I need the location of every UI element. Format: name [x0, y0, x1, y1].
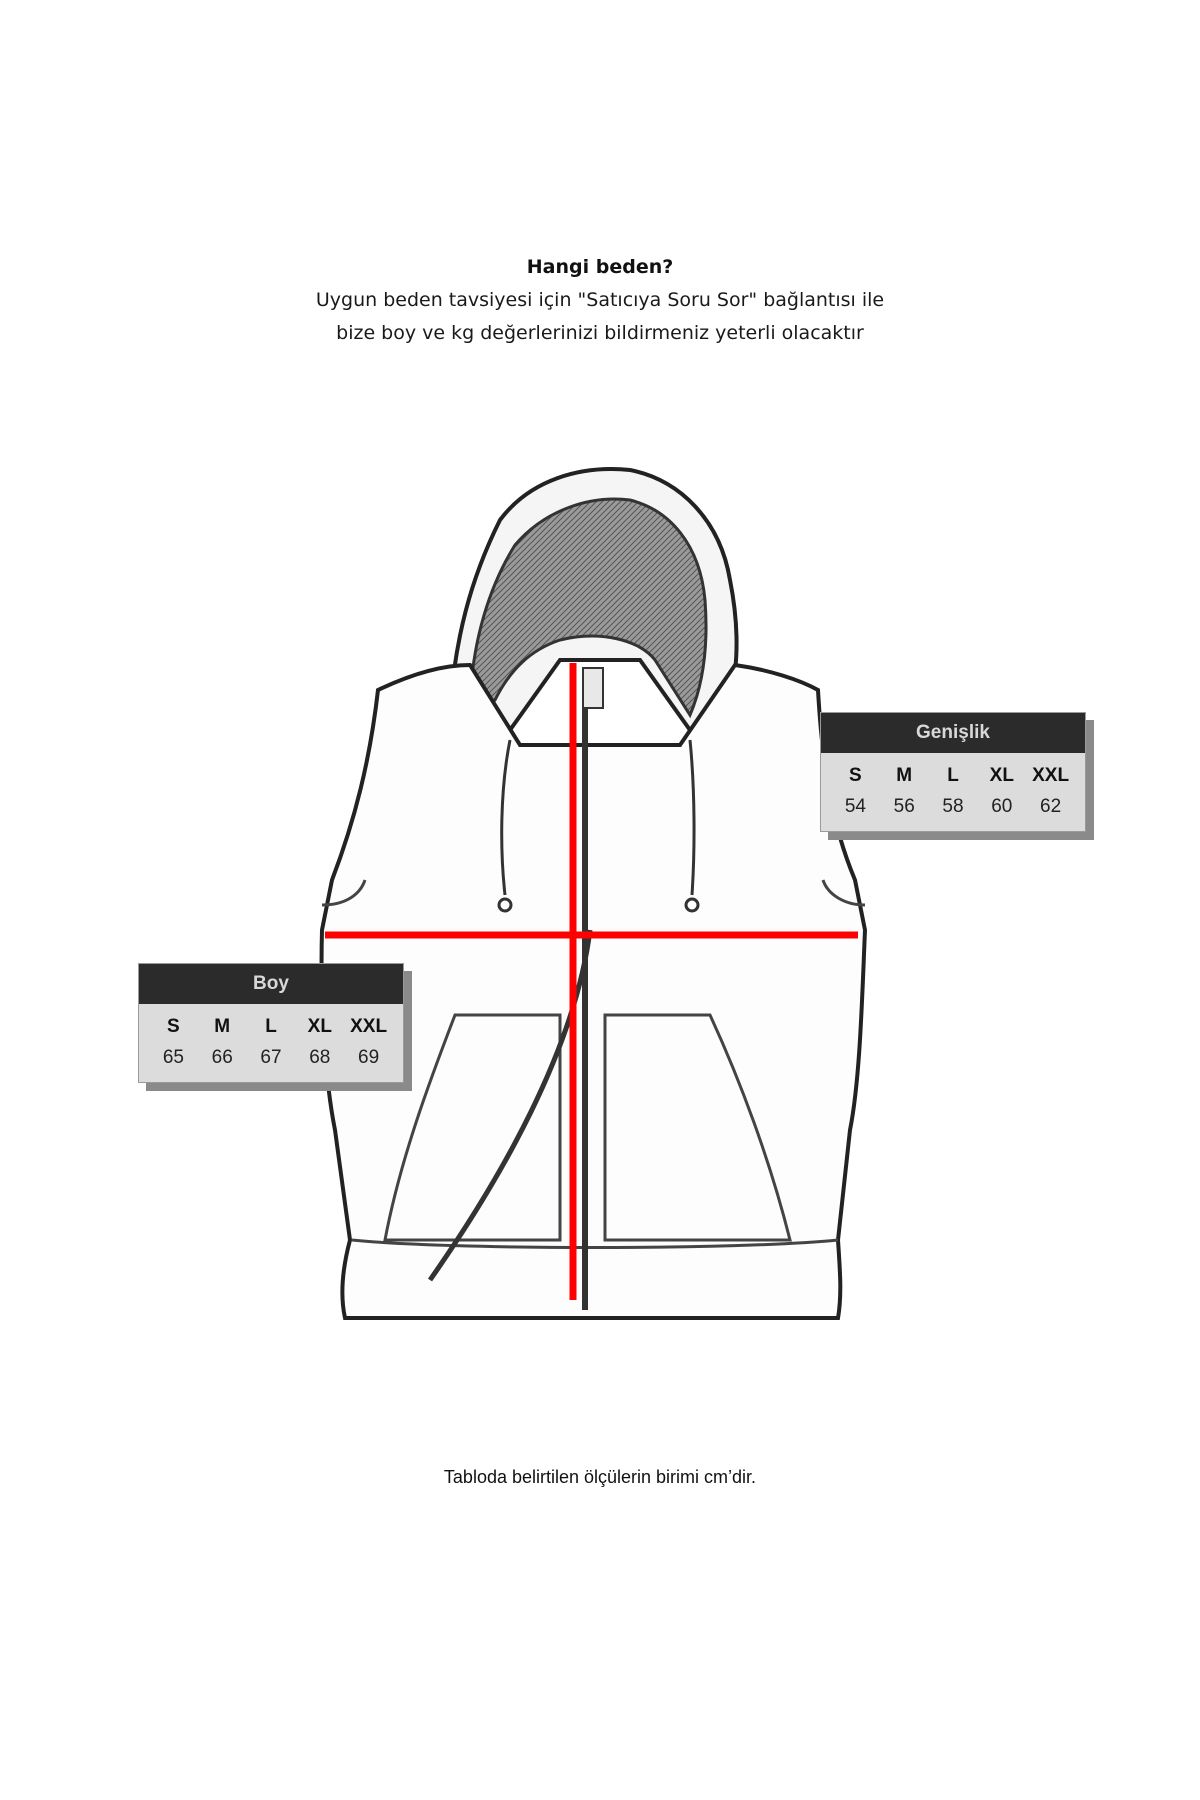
size-label: L — [947, 765, 959, 786]
width-size-table — [820, 712, 1086, 832]
size-value: 67 — [260, 1047, 282, 1068]
size-label: XL — [307, 1016, 332, 1037]
size-value: 68 — [309, 1047, 331, 1068]
size-value: 54 — [844, 796, 866, 817]
table-title: Boy — [139, 964, 403, 1004]
size-advice-line-1: Uygun beden tavsiyesi için "Satıcıya Soru Sor" bağlantısı ile — [315, 289, 885, 311]
size-advice-line-2: bize boy ve kg değerlerinizi bildirmeniz yeterli olacaktır — [336, 322, 864, 344]
table-title: Genişlik — [821, 713, 1085, 753]
size-label: S — [167, 1016, 180, 1037]
size-value: 58 — [942, 796, 964, 817]
page-title: Hangi beden? — [526, 256, 674, 278]
size-value: 65 — [162, 1047, 184, 1068]
size-label: S — [849, 765, 862, 786]
length-size-table — [138, 963, 404, 1083]
size-label: M — [214, 1016, 231, 1037]
size-label: M — [896, 765, 913, 786]
size-label: L — [265, 1016, 277, 1037]
size-label: XXL — [350, 1016, 388, 1037]
size-value: 60 — [991, 796, 1013, 817]
unit-note: Tabloda belirtilen ölçülerin birimi cm’dir. — [443, 1467, 757, 1487]
size-label: XL — [989, 765, 1014, 786]
size-label: XXL — [1032, 765, 1070, 786]
size-value: 66 — [211, 1047, 233, 1068]
size-value: 69 — [358, 1047, 380, 1068]
size-value: 56 — [893, 796, 915, 817]
size-value: 62 — [1040, 796, 1062, 817]
